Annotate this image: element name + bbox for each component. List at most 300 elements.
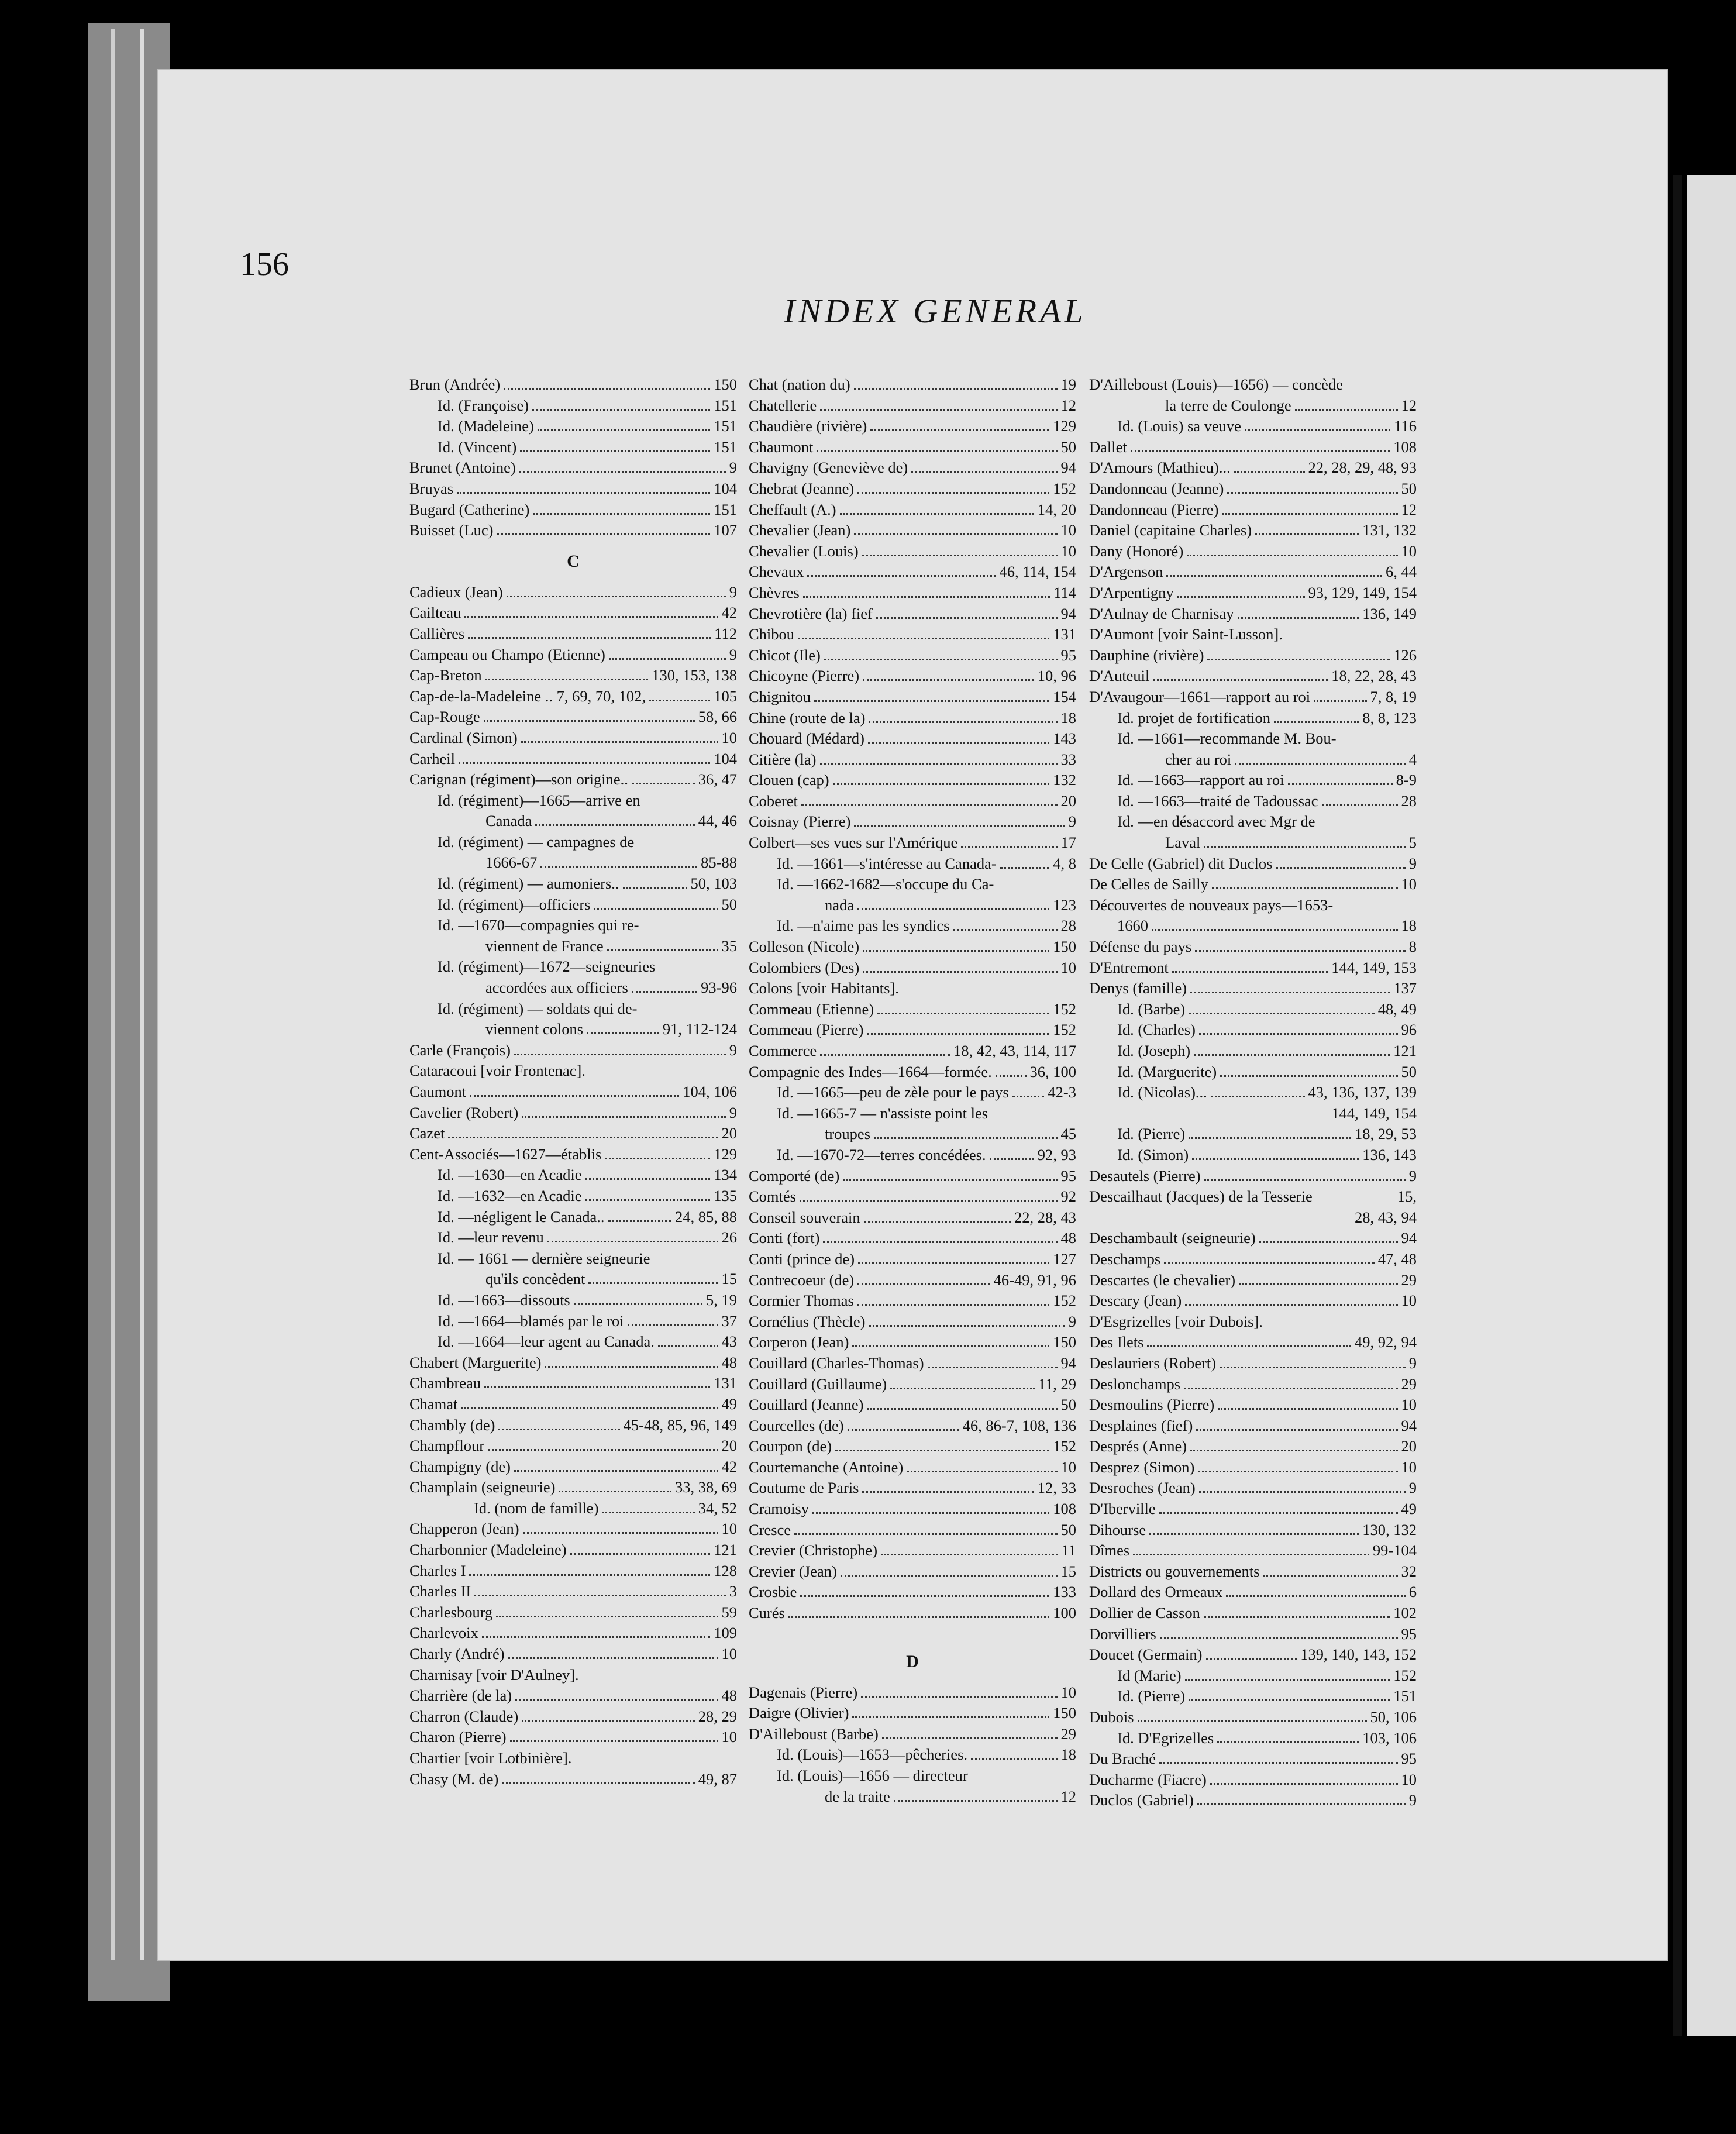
index-entry bbox=[749, 958, 1076, 979]
index-entry bbox=[749, 1582, 1076, 1603]
entry-name: Daniel (capitaine Charles) bbox=[1089, 521, 1252, 539]
index-entry bbox=[409, 479, 737, 500]
leader-dots bbox=[1220, 1075, 1397, 1077]
entry-name: Dubois bbox=[1089, 1708, 1134, 1726]
leader-dots bbox=[497, 534, 711, 535]
entry-name: Conseil souverain bbox=[749, 1208, 860, 1226]
entry-name: Clouen (cap) bbox=[749, 771, 829, 789]
index-entry bbox=[1089, 437, 1417, 458]
entry-pages: 45-48, 85, 96, 149 bbox=[623, 1416, 737, 1434]
leader-dots bbox=[1194, 1054, 1390, 1056]
index-entry bbox=[409, 873, 737, 894]
index-entry bbox=[409, 1082, 737, 1103]
leader-dots bbox=[961, 846, 1057, 848]
entry-name: Chevalier (Jean) bbox=[749, 521, 851, 539]
entry-name: Chevaux bbox=[749, 563, 804, 581]
entry-pages: 20 bbox=[1060, 791, 1076, 810]
entry-pages: 49, 92, 94 bbox=[1355, 1333, 1417, 1351]
entry-name: Bruyas bbox=[409, 479, 454, 497]
index-entry bbox=[749, 1457, 1076, 1478]
leader-dots bbox=[1245, 429, 1390, 431]
index-entry bbox=[1089, 1041, 1417, 1062]
entry-name: Comtés bbox=[749, 1188, 796, 1206]
index-entry bbox=[749, 749, 1076, 770]
entry-name: Dandonneau (Jeanne) bbox=[1089, 479, 1224, 497]
entry-pages: 108 bbox=[1393, 438, 1417, 456]
entry-name: Id. (régiment) — campagnes de bbox=[438, 832, 635, 851]
index-entry bbox=[1089, 811, 1417, 832]
index-entry bbox=[409, 915, 737, 936]
entry-pages: 116 bbox=[1394, 417, 1417, 435]
entry-pages: 10 bbox=[1060, 958, 1076, 976]
index-entry bbox=[749, 1499, 1076, 1520]
entry-pages: 10 bbox=[721, 1520, 737, 1538]
entry-pages: 150 bbox=[1053, 1704, 1076, 1722]
entry-pages: 10 bbox=[721, 1645, 737, 1663]
entry-pages: 95 bbox=[1401, 1750, 1417, 1768]
index-entry bbox=[409, 1144, 737, 1165]
entry-name: Cent-Associés—1627—établis bbox=[409, 1145, 602, 1163]
index-entry bbox=[409, 749, 737, 770]
entry-pages: 28 bbox=[1401, 791, 1417, 810]
index-entry bbox=[749, 832, 1076, 853]
entry-name: Id. —1663—rapport au roi bbox=[1117, 771, 1284, 789]
leader-dots bbox=[1190, 1450, 1397, 1451]
index-entry bbox=[409, 1269, 737, 1290]
leader-dots bbox=[474, 1595, 726, 1596]
leader-dots bbox=[632, 991, 697, 993]
entry-name: Desautels (Pierre) bbox=[1089, 1166, 1201, 1185]
entry-name: Id. (régiment)—1665—arrive en bbox=[438, 791, 640, 809]
entry-pages: 150 bbox=[714, 376, 737, 393]
entry-pages: 105 bbox=[714, 687, 737, 705]
index-entry bbox=[409, 1498, 737, 1519]
entry-pages: 12 bbox=[1401, 396, 1417, 414]
entry-name: D'Ailleboust (Barbe) bbox=[749, 1725, 879, 1743]
entry-name: Charon (Pierre) bbox=[409, 1728, 507, 1746]
entry-pages: 92 bbox=[1060, 1188, 1076, 1206]
index-entry bbox=[409, 1602, 737, 1623]
index-entry bbox=[1089, 1249, 1417, 1270]
entry-name: Charlevoix bbox=[409, 1624, 478, 1642]
leader-dots bbox=[876, 617, 1058, 619]
entry-pages: 29 bbox=[1060, 1725, 1076, 1743]
entry-pages: 144, 149, 153 bbox=[1331, 958, 1417, 976]
leader-dots bbox=[574, 1303, 702, 1305]
leader-dots bbox=[448, 1137, 718, 1138]
index-entry bbox=[1089, 1603, 1417, 1624]
index-entry bbox=[749, 1787, 1076, 1808]
index-entry bbox=[749, 791, 1076, 812]
entry-name: Chebrat (Jeanne) bbox=[749, 479, 855, 497]
entry-name: Des Ilets bbox=[1089, 1333, 1144, 1351]
entry-name: Id. (régiment)—1672—seigneuries bbox=[438, 958, 656, 976]
entry-pages: 49 bbox=[721, 1395, 737, 1413]
leader-dots bbox=[588, 1282, 718, 1284]
entry-name: Id. D'Egrizelles bbox=[1117, 1729, 1214, 1747]
leader-dots bbox=[874, 1137, 1057, 1139]
index-entry bbox=[1089, 604, 1417, 625]
index-entry bbox=[1089, 1665, 1417, 1686]
index-entry bbox=[409, 1519, 737, 1540]
entry-name: Id. (régiment) — aumoniers.. bbox=[438, 875, 619, 893]
index-entry bbox=[1089, 1561, 1417, 1582]
entry-pages: 24, 85, 88 bbox=[675, 1207, 737, 1226]
entry-pages: 32 bbox=[1401, 1562, 1417, 1580]
index-entry bbox=[409, 1623, 737, 1644]
entry-pages: 9 bbox=[1408, 1479, 1417, 1497]
entry-pages: 20 bbox=[1401, 1437, 1417, 1455]
leader-dots bbox=[1159, 1512, 1398, 1514]
entry-name: Conti (prince de) bbox=[749, 1250, 855, 1268]
leader-dots bbox=[820, 763, 1058, 765]
leader-dots bbox=[820, 409, 1057, 411]
entry-name: 1660 bbox=[1117, 917, 1148, 935]
leader-dots bbox=[535, 824, 694, 826]
leader-dots bbox=[824, 659, 1058, 660]
entry-name: Ducharme (Fiacre) bbox=[1089, 1770, 1207, 1788]
entry-name: D'Aulnay de Charnisay bbox=[1089, 604, 1234, 622]
entry-pages: 109 bbox=[714, 1624, 737, 1642]
leader-dots bbox=[1164, 1262, 1375, 1264]
index-entry bbox=[409, 500, 737, 521]
index-entry bbox=[409, 1352, 737, 1374]
leader-dots bbox=[1276, 867, 1405, 869]
entry-pages: 139, 140, 143, 152 bbox=[1300, 1646, 1417, 1664]
leader-dots bbox=[843, 1179, 1057, 1181]
entry-pages: 136, 149 bbox=[1362, 604, 1417, 622]
entry-name: Deslauriers (Robert) bbox=[1089, 1354, 1217, 1372]
index-entry bbox=[749, 1145, 1076, 1166]
index-entry bbox=[749, 374, 1076, 395]
entry-name: Crosbie bbox=[749, 1583, 797, 1601]
index-entry bbox=[749, 1186, 1076, 1207]
leader-dots bbox=[594, 908, 718, 910]
leader-dots bbox=[1206, 1658, 1297, 1660]
entry-name: Chevrotière (la) fief bbox=[749, 604, 873, 622]
entry-pages: 9 bbox=[729, 583, 737, 601]
index-entry bbox=[749, 1374, 1076, 1395]
entry-pages: 152 bbox=[1053, 479, 1076, 497]
entry-name: Chamat bbox=[409, 1395, 458, 1413]
entry-name: la terre de Coulonge bbox=[1165, 396, 1291, 414]
index-entry bbox=[749, 1082, 1076, 1103]
index-entry bbox=[409, 1019, 737, 1040]
entry-name: Deschamps bbox=[1089, 1250, 1161, 1268]
entry-pages: 151 bbox=[714, 417, 737, 435]
index-entry bbox=[409, 582, 737, 603]
index-entry bbox=[1089, 666, 1417, 687]
entry-pages: 129 bbox=[714, 1145, 737, 1163]
entry-pages: 108 bbox=[1053, 1500, 1076, 1518]
entry-name: Chambreau bbox=[409, 1374, 481, 1392]
index-entry bbox=[1089, 978, 1417, 999]
entry-pages: 33, 38, 69 bbox=[675, 1478, 737, 1496]
index-entry bbox=[749, 1744, 1076, 1765]
index-entry bbox=[749, 645, 1076, 666]
index-entry bbox=[409, 1436, 737, 1457]
index-entry bbox=[749, 1124, 1076, 1145]
entry-name: Dandonneau (Pierre) bbox=[1089, 500, 1219, 518]
index-entry bbox=[749, 1332, 1076, 1353]
entry-name: Chibou bbox=[749, 625, 795, 643]
entry-pages: 19 bbox=[1060, 376, 1076, 393]
leader-dots bbox=[911, 471, 1057, 473]
index-entry bbox=[409, 1040, 737, 1061]
entry-pages: 112 bbox=[714, 624, 737, 642]
entry-pages: 50 bbox=[1060, 1520, 1076, 1538]
entry-name: Citière (la) bbox=[749, 750, 817, 768]
leader-dots bbox=[658, 1345, 718, 1347]
index-entry bbox=[1089, 1353, 1417, 1374]
entry-pages: 152 bbox=[1053, 1021, 1076, 1039]
leader-dots bbox=[854, 388, 1058, 390]
index-entry bbox=[1089, 1478, 1417, 1499]
entry-name: De Celle (Gabriel) dit Duclos bbox=[1089, 854, 1273, 872]
index-entry bbox=[1089, 374, 1417, 395]
index-entry bbox=[749, 915, 1076, 937]
index-entry bbox=[409, 520, 737, 541]
entry-pages: 104 bbox=[714, 749, 737, 767]
entry-name: D'Aumont [voir Saint-Lusson]. bbox=[1089, 625, 1283, 643]
index-entry bbox=[749, 1395, 1076, 1416]
entry-name: D'Auteuil bbox=[1089, 667, 1150, 685]
entry-name: Cresce bbox=[749, 1520, 791, 1538]
index-entry bbox=[749, 978, 1076, 999]
entry-pages: 10 bbox=[721, 1728, 737, 1746]
leader-dots bbox=[1189, 1699, 1390, 1701]
leader-dots bbox=[1195, 950, 1406, 952]
index-entry bbox=[409, 686, 737, 707]
entry-name: Id. (nom de famille) bbox=[474, 1499, 599, 1517]
index-entry bbox=[749, 1520, 1076, 1541]
index-entry bbox=[1089, 937, 1417, 958]
leader-dots bbox=[1199, 1491, 1406, 1493]
entry-pages: 136, 143 bbox=[1362, 1145, 1417, 1164]
entry-name: Carignan (régiment)—son origine.. bbox=[409, 770, 628, 789]
entry-pages: 151 bbox=[714, 438, 737, 456]
index-entry bbox=[409, 1061, 737, 1082]
entry-pages: 10 bbox=[1401, 875, 1417, 893]
entry-name: Duclos (Gabriel) bbox=[1089, 1791, 1194, 1809]
entry-name: Cap-Rouge bbox=[409, 708, 480, 726]
entry-name: Commerce bbox=[749, 1042, 817, 1059]
leader-dots bbox=[459, 762, 710, 764]
leader-dots bbox=[649, 700, 710, 701]
entry-name: Courpon (de) bbox=[749, 1437, 832, 1455]
index-entry bbox=[1089, 853, 1417, 875]
index-entry bbox=[1089, 1540, 1417, 1561]
index-entry bbox=[409, 416, 737, 437]
leader-dots bbox=[585, 1199, 711, 1201]
leader-dots bbox=[510, 1740, 718, 1742]
entry-pages: 20 bbox=[721, 1437, 737, 1455]
leader-dots bbox=[1185, 1679, 1390, 1681]
leader-dots bbox=[800, 1200, 1058, 1202]
entry-name: Id. —1670—compagnies qui re- bbox=[438, 916, 639, 934]
entry-pages: 102 bbox=[1393, 1604, 1417, 1622]
entry-pages: 129 bbox=[1053, 417, 1076, 435]
entry-name: Cheffault (A.) bbox=[749, 500, 836, 518]
index-entry bbox=[409, 1727, 737, 1748]
entry-name: Descartes (le chevalier) bbox=[1089, 1271, 1236, 1289]
entry-pages: 9 bbox=[1408, 1354, 1417, 1372]
entry-pages: 151 bbox=[1393, 1687, 1417, 1705]
index-entry bbox=[749, 562, 1076, 583]
leader-dots bbox=[882, 1737, 1058, 1739]
entry-name: Corperon (Jean) bbox=[749, 1333, 849, 1351]
entry-pages: 28, 29 bbox=[698, 1707, 737, 1725]
entry-name: Id. (Françoise) bbox=[438, 396, 529, 414]
entry-name: Chine (route de la) bbox=[749, 708, 866, 727]
entry-name: D'Amours (Mathieu)... bbox=[1089, 459, 1231, 477]
entry-name: Cap-Breton bbox=[409, 666, 482, 684]
entry-name: Courcelles (de) bbox=[749, 1416, 844, 1434]
entry-name: Id. —1661—s'intéresse au Canada- bbox=[777, 854, 997, 872]
entry-name: Champflour bbox=[409, 1437, 485, 1455]
entry-name: Deschambault (seigneurie) bbox=[1089, 1229, 1256, 1247]
entry-name: Contrecoeur (de) bbox=[749, 1271, 855, 1289]
leader-dots bbox=[817, 450, 1057, 452]
leader-dots bbox=[857, 908, 1049, 910]
leader-dots bbox=[514, 1054, 726, 1055]
entry-name: Id. (Joseph) bbox=[1117, 1042, 1191, 1059]
index-entry bbox=[749, 1290, 1076, 1312]
entry-pages: 96 bbox=[1401, 1021, 1417, 1039]
leader-dots bbox=[484, 720, 695, 722]
entry-pages: 9 bbox=[729, 459, 737, 477]
leader-dots bbox=[812, 1512, 1049, 1514]
index-entry bbox=[1089, 915, 1417, 937]
entry-name: Id. (Charles) bbox=[1117, 1021, 1196, 1039]
index-entry bbox=[409, 395, 737, 417]
index-entry bbox=[1089, 770, 1417, 791]
entry-pages: 44, 46 bbox=[698, 812, 737, 830]
index-entry bbox=[749, 1353, 1076, 1374]
entry-name: Chambly (de) bbox=[409, 1416, 495, 1434]
entry-pages: 10 bbox=[1401, 542, 1417, 560]
entry-pages: 152 bbox=[1053, 1437, 1076, 1455]
leader-dots bbox=[485, 679, 649, 680]
leader-dots bbox=[1189, 1137, 1351, 1139]
leader-dots bbox=[515, 1699, 718, 1701]
leader-dots bbox=[798, 638, 1049, 639]
entry-pages: 9 bbox=[1068, 813, 1076, 831]
leader-dots bbox=[538, 429, 710, 431]
entry-name: Chavigny (Geneviève de) bbox=[749, 459, 908, 477]
entry-pages: 46, 114, 154 bbox=[999, 563, 1076, 581]
leader-dots bbox=[464, 616, 718, 618]
leader-dots bbox=[1217, 1741, 1359, 1743]
entry-pages: 50 bbox=[1401, 1062, 1417, 1080]
entry-pages: 152 bbox=[1053, 1292, 1076, 1310]
leader-dots bbox=[504, 388, 710, 390]
entry-name: Champlain (seigneurie) bbox=[409, 1478, 556, 1496]
leader-dots bbox=[522, 1116, 726, 1118]
leader-dots bbox=[1190, 992, 1390, 993]
entry-name: Cailteau bbox=[409, 604, 461, 622]
entry-pages: 9 bbox=[1068, 1312, 1076, 1330]
index-entry bbox=[1089, 1020, 1417, 1041]
entry-pages: 20 bbox=[721, 1124, 737, 1142]
entry-pages: 45 bbox=[1060, 1125, 1076, 1143]
entry-pages: 93, 129, 149, 154 bbox=[1308, 583, 1417, 601]
leader-dots bbox=[858, 1262, 1049, 1264]
entry-name: Id. —1664—blamés par le roi bbox=[438, 1312, 624, 1330]
index-entry bbox=[409, 1227, 737, 1248]
entry-name: nada bbox=[825, 896, 855, 914]
entry-name: viennent de France bbox=[485, 937, 604, 955]
leader-dots bbox=[953, 929, 1058, 931]
index-entry bbox=[409, 852, 737, 873]
entry-name: Id. (Nicolas)... bbox=[1117, 1083, 1207, 1102]
entry-name: Cazet bbox=[409, 1124, 445, 1142]
entry-pages: 46-49, 91, 96 bbox=[993, 1271, 1076, 1289]
entry-pages: 107 bbox=[714, 521, 737, 539]
index-entry bbox=[1089, 624, 1417, 645]
entry-pages: 42 bbox=[721, 604, 737, 622]
entry-name: Découvertes de nouveaux pays—1653- bbox=[1089, 896, 1334, 914]
entry-pages: 150 bbox=[1053, 938, 1076, 956]
index-entry bbox=[1089, 874, 1417, 895]
leader-dots bbox=[971, 1758, 1057, 1760]
section-letter: D bbox=[906, 1651, 919, 1671]
entry-name: Charbonnier (Madeleine) bbox=[409, 1541, 567, 1559]
index-entry bbox=[749, 624, 1076, 645]
leader-dots bbox=[507, 596, 726, 597]
entry-pages: 128 bbox=[714, 1561, 737, 1579]
index-entry bbox=[749, 1228, 1076, 1249]
leader-dots bbox=[990, 1158, 1034, 1160]
entry-name: Id. (Louis)—1656 — directeur bbox=[777, 1767, 968, 1784]
entry-pages: 10 bbox=[1060, 521, 1076, 539]
entry-pages: 28, 43, 94 bbox=[1355, 1208, 1417, 1226]
index-entry bbox=[409, 894, 737, 915]
leader-dots bbox=[1187, 555, 1397, 556]
index-entry bbox=[1089, 895, 1417, 916]
entry-name: Buisset (Luc) bbox=[409, 521, 494, 539]
leader-dots bbox=[1012, 1096, 1045, 1097]
entry-pages: 131, 132 bbox=[1362, 521, 1417, 539]
index-entry bbox=[409, 936, 737, 957]
index-entry bbox=[1089, 999, 1417, 1020]
index-column-2 bbox=[749, 374, 1076, 1807]
leader-dots bbox=[496, 1616, 718, 1617]
entry-name: Id. (Simon) bbox=[1117, 1145, 1189, 1164]
entry-pages: 18 bbox=[1060, 708, 1076, 727]
entry-pages: 99-104 bbox=[1372, 1541, 1417, 1560]
index-entry bbox=[1089, 1770, 1417, 1791]
entry-name: D'Avaugour—1661—rapport au roi bbox=[1089, 687, 1311, 705]
entry-pages: 50 bbox=[1060, 1396, 1076, 1414]
entry-name: Dallet bbox=[1089, 438, 1127, 456]
index-entry bbox=[1089, 645, 1417, 666]
entry-pages: 143 bbox=[1053, 729, 1076, 748]
entry-pages: 28 bbox=[1060, 917, 1076, 935]
entry-pages: 12, 33 bbox=[1037, 1479, 1076, 1497]
index-entry bbox=[1089, 1707, 1417, 1728]
index-entry bbox=[1089, 416, 1417, 437]
entry-name: Commeau (Pierre) bbox=[749, 1021, 864, 1039]
entry-name: Cavelier (Robert) bbox=[409, 1103, 519, 1121]
leader-dots bbox=[520, 450, 710, 452]
entry-name: Couillard (Jeanne) bbox=[749, 1396, 864, 1414]
leader-dots bbox=[1172, 971, 1328, 973]
leader-dots bbox=[863, 679, 1034, 681]
page-title: INDEX GENERAL bbox=[784, 292, 1087, 330]
entry-pages: 134 bbox=[714, 1166, 737, 1184]
entry-name: Id. —n'aime pas les syndics bbox=[777, 917, 950, 935]
